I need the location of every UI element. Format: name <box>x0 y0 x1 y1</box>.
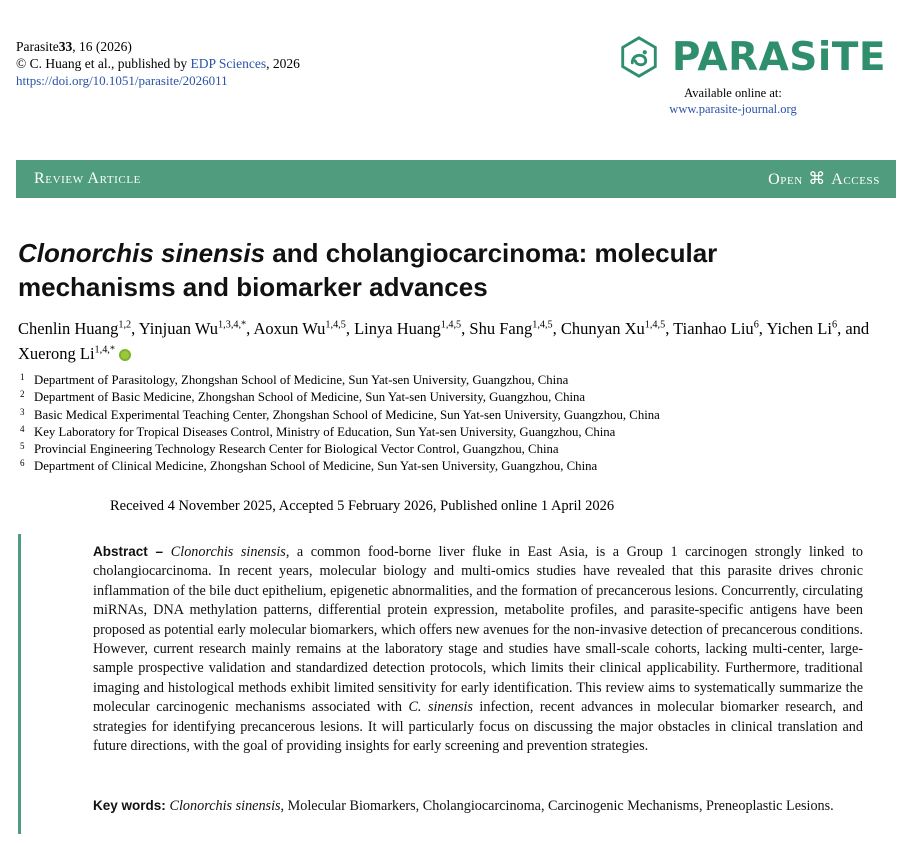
available-online-block <box>586 86 886 117</box>
parasite-logo-icon <box>616 34 662 80</box>
author-name: Shu Fang <box>469 319 533 338</box>
affiliation-item <box>18 389 888 406</box>
author-name: Yichen Li <box>766 319 832 338</box>
author-affil-marker: 1,4,5 <box>644 319 666 331</box>
open-access-access-label: Access <box>831 171 880 188</box>
author-separator: , <box>461 319 470 338</box>
author-name: Chunyan Xu <box>560 319 645 338</box>
affiliation-number: 4 <box>20 423 25 434</box>
affiliation-number: 2 <box>20 389 25 400</box>
author-name: Linya Huang <box>354 319 441 338</box>
affiliation-number: 5 <box>20 441 25 452</box>
open-access-open-label: Open <box>768 171 803 188</box>
author-affil-marker: 1,2 <box>118 319 132 331</box>
affiliation-item <box>18 441 888 458</box>
abstract-species-1: Clonorchis sinensis <box>170 544 286 560</box>
copyright-prefix: © C. Huang et al., published by <box>16 56 191 71</box>
page-title <box>18 236 808 304</box>
author-affil-marker: 1,3,4,* <box>218 319 247 331</box>
doi-line <box>16 72 300 89</box>
author-affil-marker: 1,4,5 <box>440 319 462 331</box>
page-header <box>16 34 896 128</box>
doi-link[interactable]: https://doi.org/10.1051/parasite/2026011 <box>16 73 228 88</box>
brand-row <box>586 34 886 80</box>
affiliation-text: Department of Parasitology, Zhongshan School of Medicine, Sun Yat-sen University, Guangzhou, China <box>34 373 569 387</box>
author-affil-marker: 1,4,* <box>94 344 115 356</box>
affiliation-item <box>18 372 888 389</box>
abstract-section <box>18 534 890 834</box>
affiliation-number: 1 <box>20 372 25 382</box>
author-separator: , <box>246 319 254 338</box>
journal-website-link[interactable]: www.parasite-journal.org <box>669 102 797 116</box>
available-online-label: Available online at: <box>684 86 782 100</box>
article-dates: Received 4 November 2025, Accepted 5 February 2026, Published online 1 April 2026 <box>110 498 615 514</box>
title-species: Clonorchis sinensis <box>18 238 266 268</box>
abstract-body-2: infection, recent advances in molecular biomarker research, and strategies for identifying precancerous lesions. It will particularly focus on discussing the major obstacles in clinical translation and future directions, with the goal of providing insights for early screening and prevention strategies. <box>93 699 863 755</box>
author-name: Xuerong Li <box>18 344 95 363</box>
keywords-rest: , Molecular Biomarkers, Cholangiocarcinoma, Carcinogenic Mechanisms, Preneoplastic Lesions. <box>280 798 834 814</box>
journal-brand-block <box>586 34 886 117</box>
author-name: Aoxun Wu <box>253 319 326 338</box>
affiliation-text: Provincial Engineering Technology Research Center for Biological Vector Control, Guangzhou, China <box>34 442 559 457</box>
abstract-label: Abstract – <box>93 544 171 559</box>
affiliation-text: Key Laboratory for Tropical Diseases Control, Ministry of Education, Sun Yat-sen University, Guangzhou, China <box>34 424 616 439</box>
author-affil-marker: 1,4,5 <box>325 319 346 331</box>
abstract-text <box>93 542 863 756</box>
abstract-body-1: , a common food-borne liver fluke in East Asia, is a Group 1 carcinogen strongly linked to cholangiocarcinoma. In recent years, molecular biology and multi-omics studies have revealed that this parasite drives chronic inflammation of the bile duct epithelium, epigenetic abnormalities, and the formation of precancerous lesions. Concurrently, circulating miRNAs, DNA methylation patterns, differential protein expression, metabolite profiles, and parasite-specific antigens have been proposed as potential early molecular biomarkers, which offers new avenues for the non-invasive detection of precancerous conditions. However, current research mainly remains at the laboratory stage and studies have small-scale cohorts, lacking multi-center, large-sample prospective validation and standardized detection protocols, which limits their clinical applicability. Furthermore, traditional imaging and histological methods exhibit limited sensitivity for early identification. This review aims to systematically summarize the molecular carcinogenic mechanisms associated with <box>93 544 863 716</box>
author-list <box>18 316 878 366</box>
author-separator: , <box>131 319 139 338</box>
publisher-link[interactable]: EDP Sciences <box>190 56 267 71</box>
author-affil-marker: 6 <box>831 319 838 331</box>
affiliation-text: Department of Clinical Medicine, Zhongshan School of Medicine, Sun Yat-sen University, Guangzhou, China <box>34 459 598 474</box>
article-type-label: Review Article <box>34 170 142 187</box>
keywords-text <box>93 796 863 816</box>
abstract-species-2: C. sinensis <box>408 699 473 716</box>
keywords-species: Clonorchis sinensis <box>169 798 281 814</box>
affiliation-text: Department of Basic Medicine, Zhongshan School of Medicine, Sun Yat-sen University, Guangzhou, China <box>34 390 586 405</box>
affiliation-item <box>18 458 888 475</box>
author-separator: , <box>665 319 674 338</box>
affiliation-list <box>18 372 888 476</box>
author-separator: , <box>552 319 561 338</box>
author-affil-marker: 6 <box>753 319 759 331</box>
author-name: Tianhao Liu <box>673 319 754 338</box>
author-separator: , <box>758 319 767 338</box>
copyright-suffix: , 2026 <box>266 56 300 71</box>
journal-citation-line <box>16 38 300 55</box>
author-separator: , <box>345 319 355 338</box>
title-rest: and cholangiocarcinoma: molecular mechanisms and biomarker advances <box>18 238 718 302</box>
journal-volume: 33 <box>58 39 73 54</box>
orcid-icon[interactable] <box>119 349 131 361</box>
journal-citation-block <box>16 38 300 89</box>
affiliation-item <box>18 424 888 441</box>
affiliation-number: 3 <box>20 406 25 417</box>
author-affil-marker: 1,4,5 <box>532 319 553 331</box>
keywords-label: Key words: <box>93 798 170 813</box>
affiliation-text: Basic Medical Experimental Teaching Center, Zhongshan School of Medicine, Sun Yat-sen University, Guangzhou, China <box>34 407 660 422</box>
author-name: Chenlin Huang <box>18 319 119 338</box>
affiliation-number: 6 <box>20 458 25 469</box>
affiliation-item <box>18 407 888 424</box>
journal-issue-year: , 16 (2026) <box>72 39 132 54</box>
open-lock-icon: ⌘ <box>803 169 831 188</box>
article-type-banner <box>16 160 896 198</box>
copyright-line <box>16 55 300 72</box>
open-access-badge <box>768 169 880 189</box>
journal-name: Parasite <box>16 39 59 54</box>
author-name: Yinjuan Wu <box>138 319 219 338</box>
author-separator: , and <box>837 319 870 338</box>
journal-wordmark: PARASiTE <box>671 34 886 80</box>
